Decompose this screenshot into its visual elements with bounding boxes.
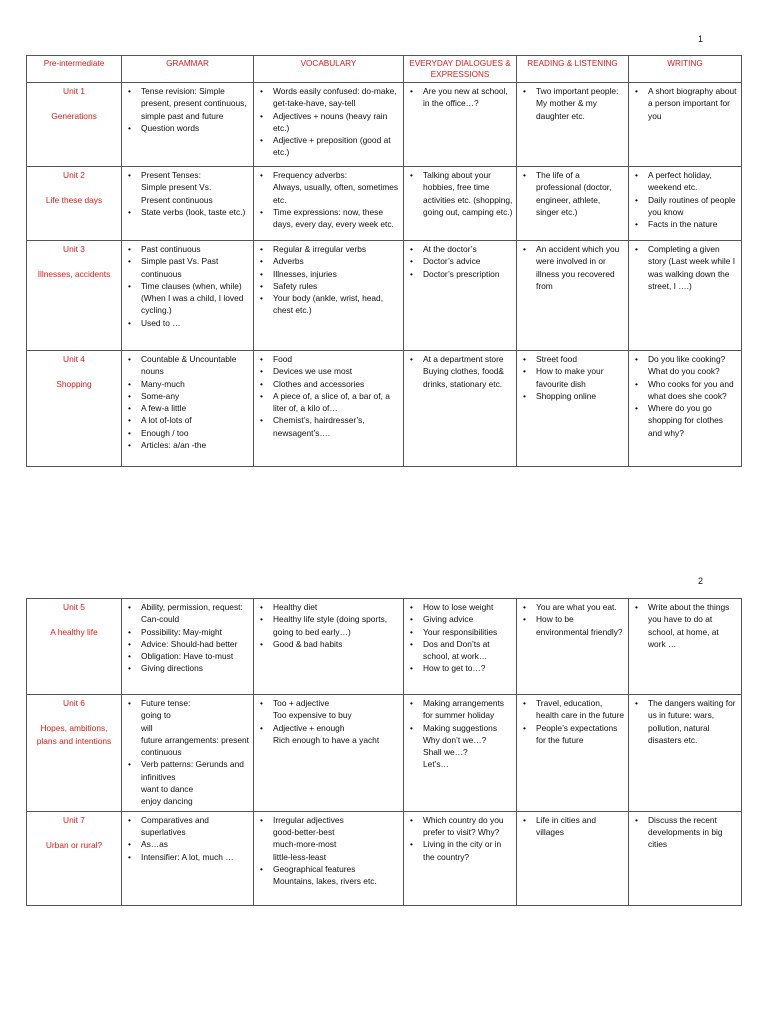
list-item: • Write about the things you have to do at school, at home, at work … (632, 601, 738, 650)
list-item-continuation: (When I was a child, I loved cycling.) (141, 293, 244, 316)
list-item-continuation: Why don’t we…? (423, 734, 487, 745)
writing-cell (629, 599, 742, 695)
vocabulary-cell (254, 351, 404, 467)
unit-number: Unit 4 (63, 354, 85, 364)
grammar-cell (122, 599, 254, 695)
reading-listening-cell (517, 351, 629, 467)
unit-cell (27, 83, 122, 167)
list-item: • Obligation: Have to-must (125, 650, 250, 662)
list-item: • Healthy life style (doing sports, going to bed early…) (257, 613, 400, 638)
list-item: • Some-any (125, 390, 250, 402)
vocabulary-cell (254, 599, 404, 695)
list-item: • Adverbs (257, 255, 400, 267)
list-item: • Frequency adverbs: (257, 169, 400, 181)
unit-title: Generations (51, 111, 97, 122)
writing-cell (629, 241, 742, 351)
list-item: • Intensifier: A lot, much … (125, 851, 250, 863)
unit-title: Shopping (56, 379, 92, 390)
list-item: • Illnesses, injuries (257, 268, 400, 280)
list-item: • At the doctor’s (407, 243, 513, 255)
list-item: • A short biography about a person important for you (632, 85, 738, 122)
list-item: • Adjective + preposition (good at etc.) (257, 134, 400, 159)
writing-cell (629, 351, 742, 467)
unit-cell (27, 241, 122, 351)
list-item: • Advice: Should-had better (125, 638, 250, 650)
list-item-continuation: little-less-least (273, 851, 327, 862)
unit-number: Unit 2 (63, 170, 85, 180)
unit-row (27, 167, 742, 241)
dialogues-cell (404, 351, 517, 467)
vocabulary-list (257, 601, 400, 650)
vocabulary-list (257, 814, 400, 888)
page-number: 1 (698, 34, 704, 44)
grammar-cell (122, 695, 254, 812)
reading-listening-list (520, 353, 625, 402)
dialogues-cell (404, 167, 517, 241)
list-item: • You are what you eat. (520, 601, 625, 613)
list-item-continuation: good-better-best (273, 826, 335, 837)
list-item: • Past continuous (125, 243, 250, 255)
list-item: • Devices we use most (257, 365, 400, 377)
vocabulary-cell (254, 695, 404, 812)
list-item: • At a department store (407, 353, 513, 365)
dialogues-list (407, 85, 513, 110)
unit-title: Illnesses, accidents (37, 269, 111, 280)
list-item-continuation: Simple present Vs. (141, 182, 212, 193)
unit-cell (27, 599, 122, 695)
list-item-continuation: going to (141, 710, 171, 721)
list-item: • Doctor’s advice (407, 255, 513, 267)
list-item-continuation: much-more-most (273, 839, 337, 850)
unit-title: A healthy life (50, 627, 98, 638)
grammar-cell (122, 167, 254, 241)
list-item: • Completing a given story (Last week while I was walking down the street, I ….) (632, 243, 738, 292)
dialogues-list (407, 697, 513, 771)
dialogues-list (407, 353, 513, 390)
vocabulary-list (257, 243, 400, 317)
vocabulary-cell (254, 167, 404, 241)
list-item: • How to get to…? (407, 662, 513, 674)
grammar-list (125, 243, 250, 329)
list-item: • Time expressions: now, these days, every day, every week etc. (257, 206, 400, 231)
list-item: • Adjective + enough (257, 722, 400, 734)
reading-listening-cell (517, 241, 629, 351)
list-item: • Safety rules (257, 280, 400, 292)
header-dialogues: EVERYDAY DIALOGUES & EXPRESSIONS (404, 56, 517, 83)
list-item: • Countable & Uncountable nouns (125, 353, 250, 378)
list-item: • Giving directions (125, 662, 250, 674)
list-item: • Making suggestions (407, 722, 513, 734)
reading-listening-list (520, 169, 625, 218)
unit-cell (27, 167, 122, 241)
dialogues-cell (404, 811, 517, 905)
unit-row (27, 83, 742, 167)
list-item: • Used to … (125, 317, 250, 329)
unit-cell (27, 695, 122, 812)
list-item-continuation: future arrangements: present continuous (141, 734, 250, 758)
list-item: • Enough / too (125, 427, 250, 439)
list-item: • Simple past Vs. Past continuous (125, 255, 250, 280)
list-item: • Verb patterns: Gerunds and infinitives (125, 758, 250, 783)
reading-listening-list (520, 601, 625, 638)
header-writing: WRITING (629, 56, 742, 83)
list-item: • Giving advice (407, 613, 513, 625)
grammar-list (125, 601, 250, 675)
list-item: • Which country do you prefer to visit? Why? (407, 814, 513, 839)
list-item: • A piece of, a slice of, a bar of, a liter of, a kilo of… (257, 390, 400, 415)
vocabulary-list (257, 353, 400, 439)
list-item: • Two important people: My mother & my daughter etc. (520, 85, 625, 122)
list-item: • A perfect holiday, weekend etc. (632, 169, 738, 194)
list-item: • Travel, education, health care in the future (520, 697, 625, 722)
list-item: • Talking about your hobbies, free time activities etc. (shopping, going out, camping etc.) (407, 169, 513, 218)
dialogues-cell (404, 599, 517, 695)
dialogues-list (407, 601, 513, 675)
dialogues-cell (404, 241, 517, 351)
unit-title: Life these days (45, 195, 103, 206)
list-item: • Life in cities and villages (520, 814, 625, 839)
vocabulary-list (257, 85, 400, 159)
list-item: • Clothes and accessories (257, 378, 400, 390)
writing-list (632, 353, 738, 439)
unit-number: Unit 1 (63, 86, 85, 96)
vocabulary-cell (254, 811, 404, 905)
writing-list (632, 697, 738, 746)
list-item: • Good & bad habits (257, 638, 400, 650)
list-item-continuation: Rich enough to have a yacht (273, 734, 380, 745)
grammar-list (125, 697, 250, 808)
page-number: 2 (698, 576, 704, 586)
unit-number: Unit 5 (63, 602, 85, 612)
list-item: • Food (257, 353, 400, 365)
unit-title: Urban or rural? (45, 839, 103, 850)
grammar-cell (122, 83, 254, 167)
list-item-continuation: Buying clothes, food& drinks, stationary etc. (423, 366, 505, 389)
writing-list (632, 601, 738, 650)
list-item: • Adjectives + nouns (heavy rain etc.) (257, 110, 400, 135)
list-item: • Regular & irregular verbs (257, 243, 400, 255)
unit-row (27, 351, 742, 467)
list-item: • How to make your favourite dish (520, 365, 625, 390)
unit-row (27, 811, 742, 905)
dialogues-list (407, 814, 513, 863)
list-item-continuation: Let’s… (423, 759, 449, 770)
list-item: • As…as (125, 838, 250, 850)
list-item: • Your body (ankle, wrist, head, chest etc.) (257, 292, 400, 317)
list-item: • Words easily confused: do-make, get-take-have, say-tell (257, 85, 400, 110)
writing-cell (629, 167, 742, 241)
reading-listening-cell (517, 695, 629, 812)
list-item: • Living in the city or in the country? (407, 838, 513, 863)
unit-row (27, 241, 742, 351)
grammar-cell (122, 241, 254, 351)
list-item: • Discuss the recent developments in big cities (632, 814, 738, 851)
list-item: • Healthy diet (257, 601, 400, 613)
writing-list (632, 814, 738, 851)
unit-cell (27, 811, 122, 905)
reading-listening-list (520, 85, 625, 122)
syllabus-table-page-2 (26, 598, 742, 906)
list-item: • Daily routines of people you know (632, 194, 738, 219)
list-item: • A few-a little (125, 402, 250, 414)
unit-row (27, 695, 742, 812)
dialogues-list (407, 243, 513, 280)
reading-listening-cell (517, 599, 629, 695)
grammar-list (125, 814, 250, 863)
list-item: • Do you like cooking? What do you cook? (632, 353, 738, 378)
unit-title: Hopes, ambitions, plans and intentions (36, 723, 112, 746)
header-grammar: GRAMMAR (122, 56, 254, 83)
list-item: • Shopping online (520, 390, 625, 402)
list-item-continuation: Shall we…? (423, 747, 468, 758)
list-item: • Facts in the nature (632, 218, 738, 230)
table-header-row (27, 56, 742, 83)
list-item: • Chemist’s, hairdresser’s, newsagent’s…. (257, 414, 400, 439)
list-item: • The life of a professional (doctor, engineer, athlete, singer etc.) (520, 169, 625, 218)
reading-listening-cell (517, 83, 629, 167)
unit-number: Unit 6 (63, 698, 85, 708)
list-item: • Dos and Don’ts at school, at work… (407, 638, 513, 663)
vocabulary-list (257, 697, 400, 746)
list-item-continuation: Present continuous (141, 194, 213, 205)
list-item: • Your responsibilities (407, 626, 513, 638)
list-item-continuation: want to dance (141, 784, 194, 795)
list-item: • Doctor’s prescription (407, 268, 513, 280)
reading-listening-list (520, 814, 625, 839)
grammar-cell (122, 351, 254, 467)
reading-listening-cell (517, 811, 629, 905)
writing-list (632, 243, 738, 292)
writing-cell (629, 83, 742, 167)
unit-number: Unit 7 (63, 814, 85, 825)
header-level: Pre-intermediate (27, 56, 122, 83)
unit-row (27, 599, 742, 695)
list-item: • Present Tenses: (125, 169, 250, 181)
vocabulary-cell (254, 241, 404, 351)
grammar-cell (122, 811, 254, 905)
list-item: • Where do you go shopping for clothes and why? (632, 402, 738, 439)
writing-list (632, 169, 738, 230)
reading-listening-cell (517, 167, 629, 241)
list-item-continuation: Too expensive to buy (273, 710, 352, 721)
list-item: • Ability, permission, request: Can-could (125, 601, 250, 626)
list-item: • Future tense: (125, 697, 250, 709)
list-item: • Question words (125, 122, 250, 134)
list-item: • Possibility: May-might (125, 626, 250, 638)
header-reading-listening: READING & LISTENING (517, 56, 629, 83)
vocabulary-cell (254, 83, 404, 167)
vocabulary-list (257, 169, 400, 230)
unit-number: Unit 3 (63, 244, 85, 254)
grammar-list (125, 169, 250, 218)
list-item: • People’s expectations for the future (520, 722, 625, 747)
list-item: • Comparatives and superlatives (125, 814, 250, 839)
list-item: • Too + adjective (257, 697, 400, 709)
dialogues-cell (404, 83, 517, 167)
list-item: • Articles: a/an -the (125, 439, 250, 451)
syllabus-table-page-1 (26, 55, 742, 467)
dialogues-cell (404, 695, 517, 812)
writing-cell (629, 811, 742, 905)
list-item: • Time clauses (when, while) (125, 280, 250, 292)
list-item: • The dangers waiting for us in future: wars, pollution, natural disasters etc. (632, 697, 738, 746)
list-item: • How to be environmental friendly? (520, 613, 625, 638)
grammar-list (125, 353, 250, 451)
list-item: • An accident which you were involved in or illness you recovered from (520, 243, 625, 292)
list-item-continuation: enjoy dancing (141, 796, 193, 807)
list-item: • A lot of-lots of (125, 414, 250, 426)
list-item-continuation: Mountains, lakes, rivers etc. (273, 876, 377, 887)
list-item: • State verbs (look, taste etc.) (125, 206, 250, 218)
list-item: • How to lose weight (407, 601, 513, 613)
list-item: • Many-much (125, 378, 250, 390)
writing-cell (629, 695, 742, 812)
list-item: • Street food (520, 353, 625, 365)
list-item: • Are you new at school, in the office…? (407, 85, 513, 110)
list-item-continuation: Always, usually, often, sometimes etc. (273, 182, 399, 205)
list-item: • Tense revision: Simple present, present continuous, simple past and future (125, 85, 250, 122)
list-item: • Irregular adjectives (257, 814, 400, 826)
list-item: • Who cooks for you and what does she cook? (632, 378, 738, 403)
header-vocabulary: VOCABULARY (254, 56, 404, 83)
grammar-list (125, 85, 250, 134)
list-item-continuation: will (141, 722, 153, 733)
dialogues-list (407, 169, 513, 218)
list-item: • Geographical features (257, 863, 400, 875)
reading-listening-list (520, 697, 625, 746)
list-item: • Making arrangements for summer holiday (407, 697, 513, 722)
unit-cell (27, 351, 122, 467)
writing-list (632, 85, 738, 122)
reading-listening-list (520, 243, 625, 292)
